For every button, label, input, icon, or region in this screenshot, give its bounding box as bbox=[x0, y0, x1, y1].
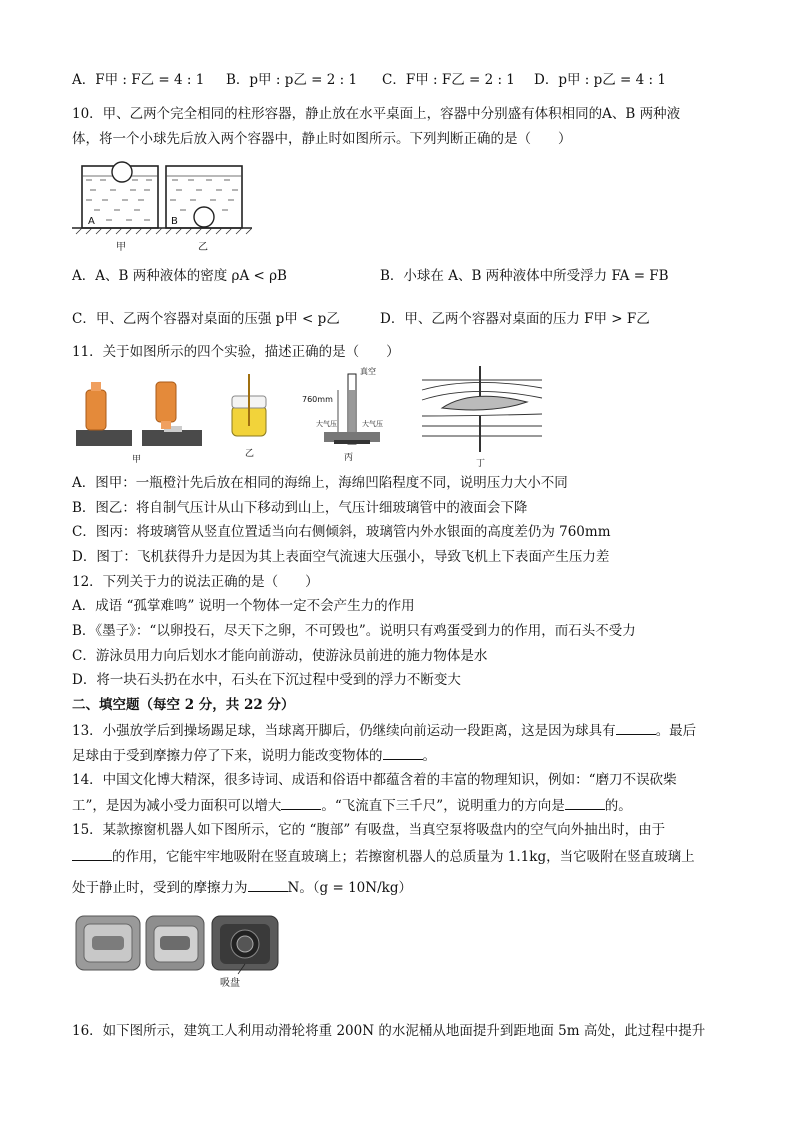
q11-stem: 11．关于如图所示的四个实验，描述正确的是（ ） bbox=[72, 344, 400, 360]
q14-line2 bbox=[72, 795, 632, 816]
q9-option-b: B．p甲 : p乙 = 2 : 1 bbox=[226, 72, 358, 88]
q10-stem-line2: 体，将一个小球先后放入两个容器中，静止时如图所示。下列判断正确的是（ ） bbox=[72, 131, 572, 147]
q13-text-2a: 足球由于受到摩擦力停了下来，说明力能改变物体的 bbox=[72, 748, 383, 764]
q10-fig-caption-jia: 甲 bbox=[116, 242, 126, 253]
q13-blank-2[interactable] bbox=[383, 745, 423, 760]
q10-option-a: A．A、B 两种液体的密度 ρA < ρB bbox=[72, 268, 287, 284]
q13-line2 bbox=[72, 745, 436, 766]
q13-blank-1[interactable] bbox=[616, 720, 656, 735]
q10-fig-label-b: B bbox=[171, 216, 178, 227]
q15-fig-label: 吸盘 bbox=[220, 978, 240, 989]
q14-text-2a: 工”，是因为减小受力面积可以增大 bbox=[72, 798, 282, 814]
q11-fig-vacuum: 真空 bbox=[360, 367, 376, 376]
q13-line1 bbox=[72, 720, 696, 741]
q15-line2 bbox=[72, 846, 695, 867]
q12-option-c: C．游泳员用力向后划水才能向前游动，使游泳员前进的施力物体是水 bbox=[72, 648, 488, 664]
q9-option-a: A．F甲 : F乙 = 4 : 1 bbox=[72, 72, 205, 88]
q15-robot-figure bbox=[74, 912, 284, 990]
q11-fig-jia: 甲 bbox=[132, 455, 142, 465]
q10-option-b: B．小球在 A、B 两种液体中所受浮力 FA = FB bbox=[380, 268, 669, 284]
q14-text-2c: 的。 bbox=[604, 798, 632, 814]
q11-fig-atm2: 大气压 bbox=[362, 420, 383, 428]
q12-option-b: B．《墨子》：“以卵投石，尽天下之卵，不可毁也”。说明只有鸡蛋受到力的作用，而石头不受力 bbox=[72, 623, 636, 639]
q11-option-a: A．图甲：一瓶橙汁先后放在相同的海绵上，海绵凹陷程度不同，说明压力大小不同 bbox=[72, 475, 568, 491]
q11-fig-atm1: 大气压 bbox=[316, 420, 337, 428]
q14-text-2b: 。“飞流直下三千尺”，说明重力的方向是 bbox=[321, 798, 565, 814]
q14-line1: 14．中国文化博大精深，很多诗词、成语和俗语中都蕴含着的丰富的物理知识，例如：“磨刀不误砍柴 bbox=[72, 772, 677, 788]
q15-blank-2[interactable] bbox=[248, 877, 288, 892]
q10-fig-label-a: A bbox=[88, 216, 95, 227]
q10-figure bbox=[72, 158, 252, 254]
q11-option-b: B．图乙：将自制气压计从山下移动到山上，气压计细玻璃管中的液面会下降 bbox=[72, 500, 528, 516]
q11-fig-yi: 乙 bbox=[245, 449, 255, 459]
q15-text-2b: 的作用，它能牢牢地吸附在竖直玻璃上；若擦窗机器人的总质量为 1.1kg，当它吸附在竖直玻璃上 bbox=[112, 849, 695, 865]
q10-stem-line1: 10．甲、乙两个完全相同的柱形容器，静止放在水平桌面上，容器中分别盛有体积相同的A、B 两种液 bbox=[72, 106, 681, 122]
q9-option-c: C．F甲 : F乙 = 2 : 1 bbox=[382, 72, 515, 88]
q12-stem: 12．下列关于力的说法正确的是（ ） bbox=[72, 574, 319, 590]
section-heading: 二、填空题（每空 2 分，共 22 分） bbox=[72, 697, 295, 713]
q11-option-d: D．图丁：飞机获得升力是因为其上表面空气流速大压强小，导致飞机上下表面产生压力差 bbox=[72, 549, 610, 565]
q10-option-c: C．甲、乙两个容器对桌面的压强 p甲 < p乙 bbox=[72, 311, 340, 327]
q13-text-1b: 。最后 bbox=[655, 723, 697, 739]
q12-option-d: D．将一块石头扔在水中，石头在下沉过程中受到的浮力不断变大 bbox=[72, 672, 461, 688]
q11-fig-ding: 丁 bbox=[476, 459, 486, 469]
q13-text-1a: 13．小强放学后到操场踢足球，当球离开脚后，仍继续向前运动一段距离，这是因为球具有 bbox=[72, 723, 616, 739]
q11-fig-bing: 丙 bbox=[344, 453, 354, 463]
q14-blank-2[interactable] bbox=[565, 795, 605, 810]
q15-blank-1[interactable] bbox=[72, 846, 112, 861]
q15-line1: 15．某款擦窗机器人如下图所示，它的 “腹部” 有吸盘，当真空泵将吸盘内的空气向外抽出时，由于 bbox=[72, 822, 666, 838]
q11-option-c: C．图丙：将玻璃管从竖直位置适当向右侧倾斜，玻璃管内外水银面的高度差仍为 760mm bbox=[72, 524, 611, 540]
q10-option-d: D．甲、乙两个容器对桌面的压力 F甲 > F乙 bbox=[380, 311, 650, 327]
q15-text-3a: 处于静止时，受到的摩擦力为 bbox=[72, 880, 248, 896]
q15-line3 bbox=[72, 877, 412, 898]
q16-line1: 16．如下图所示，建筑工人利用动滑轮将重 200N 的水泥桶从地面提升到距地面 5m 高处，此过程中提升 bbox=[72, 1023, 706, 1039]
q10-fig-caption-yi: 乙 bbox=[198, 242, 208, 253]
q11-fig-760: 760mm bbox=[302, 395, 333, 404]
q14-blank-1[interactable] bbox=[281, 795, 321, 810]
q15-text-3b: N。（g = 10N/kg） bbox=[287, 880, 412, 896]
q12-option-a: A．成语 “孤掌难鸣” 说明一个物体一定不会产生力的作用 bbox=[72, 598, 415, 614]
q11-figure bbox=[72, 366, 552, 470]
q9-option-d: D．p甲 : p乙 = 4 : 1 bbox=[534, 72, 666, 88]
q13-text-2b: 。 bbox=[422, 748, 436, 764]
